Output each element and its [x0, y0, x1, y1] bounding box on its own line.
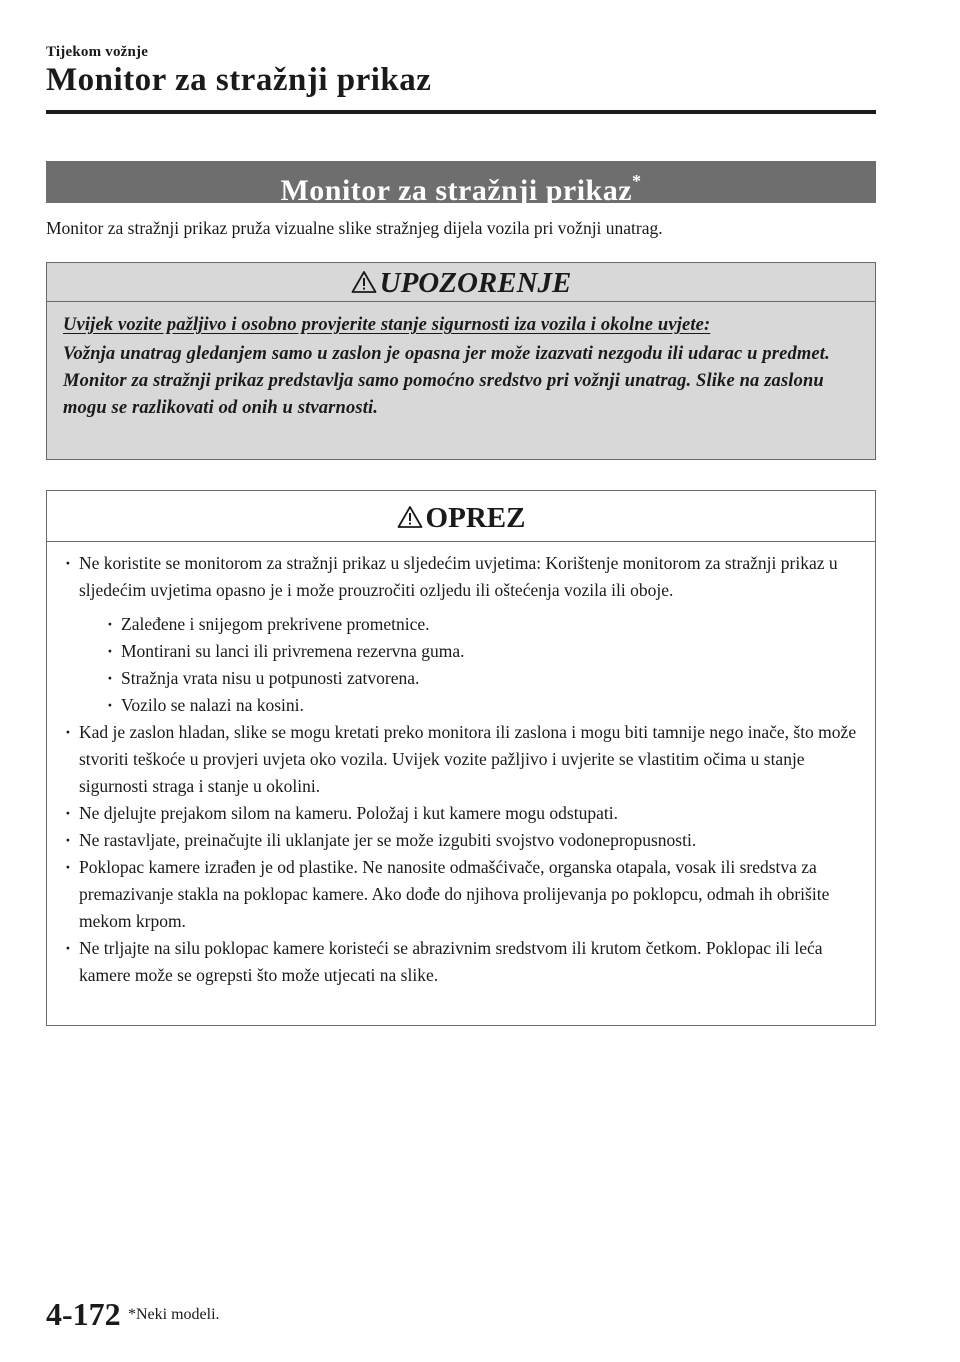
- banner-title: Monitor za stražnji prikaz: [280, 174, 633, 207]
- caution-item-text: Ne koristite se monitorom za stražnji prikaz u sljedećim uvjetima: Korištenje monitorom za stražnji prikaz u sljedećim uvjetima opasno je i može prouzročiti ozljedu ili oštećenja vozila ili oboje.: [79, 553, 838, 600]
- caution-box: [46, 490, 876, 1026]
- page-number: 4-172: [46, 1296, 121, 1332]
- footnote: *Neki modeli.: [128, 1306, 220, 1323]
- warning-lead: Uvijek vozite pažljivo i osobno provjerite stanje sigurnosti iza vozila i okolne uvjete:: [63, 315, 711, 335]
- sub-list: [79, 611, 859, 719]
- caution-body: [47, 542, 875, 989]
- chapter-label: Tijekom vožnje: [46, 44, 149, 60]
- warning-triangle-icon: [397, 505, 423, 529]
- banner-asterisk: *: [632, 171, 642, 191]
- sub-list-item: · Zaleđene i snijegom prekrivene prometnice.: [105, 611, 859, 638]
- list-item: · Ne djelujte prejakom silom na kameru. Položaj i kut kamere mogu odstupati.: [63, 800, 859, 827]
- list-item: · Kad je zaslon hladan, slike se mogu kretati preko monitora ili zaslona i mogu biti tamnije nego inače, što može stvoriti teškoće u provjeri uvjeta oko vozila. Uvijek vozite pažljivo i uvjerite se vlastitim očima u stanje sigurnosti straga i stanje u okolini.: [63, 719, 859, 800]
- sub-list-item: · Montirani su lanci ili privremena rezervna guma.: [105, 638, 859, 665]
- sub-list-item: · Vozilo se nalazi na kosini.: [105, 692, 859, 719]
- intro-text: Monitor za stražnji prikaz pruža vizualne slike stražnjeg dijela vozila pri vožnji unatrag.: [46, 218, 663, 238]
- warning-text: Vožnja unatrag gledanjem samo u zaslon je opasna jer može izazvati nezgodu ili udarac u predmet. Monitor za stražnji prikaz predstavlja samo pomoćno sredstvo pri vožnji unatrag. Slike na zaslonu mogu se razlikovati od onih u stvarnosti.: [63, 344, 830, 418]
- section-title: Monitor za stražnji prikaz: [46, 62, 432, 98]
- warning-title: UPOZORENJE: [379, 267, 572, 299]
- list-item: · Ne rastavljate, preinačujte ili uklanjate jer se može izgubiti svojstvo vodonepropusnosti.: [63, 827, 859, 854]
- warning-triangle-icon: [351, 270, 377, 294]
- warning-box: [46, 262, 876, 460]
- warning-body: [47, 302, 875, 422]
- topic-banner: [46, 161, 876, 207]
- list-item: · Poklopac kamere izrađen je od plastike. Ne nanosite odmašćivače, organska otapala, vosak ili sredstva za premazivanje stakla na poklopac kamere. Ako dođe do njihova prolijevanja po poklopcu, odmah ih obrišite mekom krpom.: [63, 854, 859, 935]
- caution-header: [47, 491, 875, 542]
- header-rule: [46, 110, 876, 114]
- warning-header: [47, 263, 875, 302]
- caution-title: OPREZ: [425, 502, 526, 534]
- sub-list-item: · Stražnja vrata nisu u potpunosti zatvorena.: [105, 665, 859, 692]
- list-item: [63, 550, 859, 719]
- list-item: · Ne trljajte na silu poklopac kamere koristeći se abrazivnim sredstvom ili krutom četkom. Poklopac ili leća kamere može se ogrepsti što može utjecati na slike.: [63, 935, 859, 989]
